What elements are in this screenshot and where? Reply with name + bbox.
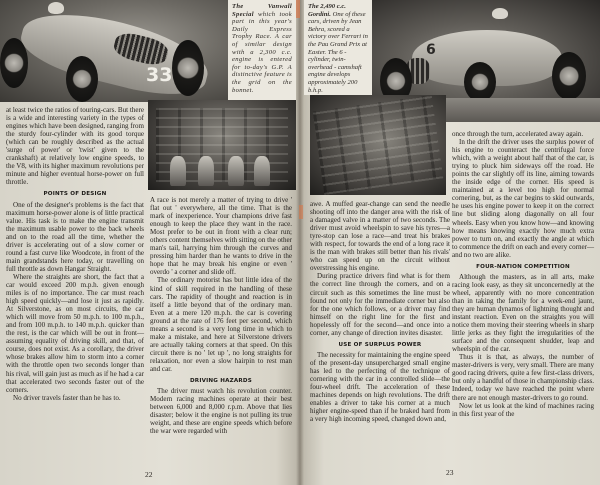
section-heading-four-nation-competition: FOUR-NATION COMPETITION [476,263,570,270]
caption-lead: The Vanwall Special [232,3,292,18]
paragraph: The necessity for maintaining the engine speed of the present-day unsupercharged small engine has led to the perfecting of the technique of cornering with the car in a controlled slide—the four-wheel drift. The acceleration of these machines depends on high revolutions. The drift enables a driver to take his corner at a much higher engine-speed than if he braked hard from a very high incoming speed, changed down and, [310,350,450,424]
paragraph: The ordinary motorist has but little idea of the kind of skill required in the handling of these cars. The rapidity of thought and reaction is in itself a little beyond that of the ordinary man. Even at a mere 120 m.p.h. the car is covering ground at the rate of 176 feet per second, which means a second is a very long time in which to make a mistake, and here at Silverstone drivers are actually taking corners at that speed. On this circuit there is no ' let up ', no long straights for relaxation, nor even a slow hairpin to rest man and car. [150,276,292,373]
section-heading-points-of-design: POINTS OF DESIGN [43,191,107,198]
paragraph: once through the turn, accelerated away again. [452,130,584,138]
text-column-right-2 [452,130,594,418]
paragraph: The driver must watch his revolution counter. Modern racing machines operate at their best between 6,000 and 8,000 r.p.m. Above that lies disaster; below it the engine is not pulling its true weight, and these are engine speeds which before the war were regarded with [150,387,292,436]
wheel [172,40,204,96]
section-heading-use-of-surplus-power: USE OF SURPLUS POWER [338,341,422,348]
page-number-left: 22 [145,470,153,479]
caption-lead: The 2,490 c.c. Gordini. [308,3,346,18]
paragraph: Now let us look at the kind of machines racing in this first year of the [452,401,594,418]
race-number: 6 [426,42,436,58]
paragraph: A race is not merely a matter of trying to drive ' flat out ' everywhere, all the time. That is the mark of inexperience. Your champions drive fast enough to keep the place they want in the race. Most prefer to be out in front with a clear run; others content themselves with sitting on the other man's tail, harrying him through the curves and pressing him harder than he wants to drive in the hope that he may break his engine or even ' overdo ' a corner and slide off. [150,196,292,277]
paragraph: During practice drivers find what is for them the correct line through the corners, and on a circuit such as this sometimes the line must be found not only for the immediate corner but also for the one which follows, or a driver may find himself on the right line for the first and hopelessly off for the second—and once into a corner, any change of direction invites disaster. [310,272,450,337]
paragraph: Although the masters, as in all arts, make racing look easy, as they sit unconcernedly at the wheel, apparently with no more concentration than in taking the family for a week-end jaunt, they are human dynamos of lightning thought and instant reaction. Even on the straights you will notice them moving their steering wheels in sharp little jerks as they fight the irregularities of the surface and the consequent shudder, leap and wheelspin of the car. [452,272,594,354]
wheel [464,62,496,102]
photo-caption-vanwall [228,0,296,102]
section-heading-driving-hazards: DRIVING HAZARDS [189,378,253,385]
page-number-right: 23 [446,468,454,477]
caption-text: which took part in this year's Daily Express Trophy Race. A car of similar design with a 2,300 c.c. engine is entered for to-day's G.P. A distinctive feature is the grid on the bonnet. [232,10,292,94]
intake-trumpet [228,156,244,186]
paragraph: Thus it is that, as always, the number of master-drivers is very, very small. There are many good racing drivers, quite a few first-class drivers, but only a handful of those in championship class. Indeed, today we have reached the point where there are not enough master-drivers to go round. [452,353,594,402]
caption-text: One of these cars, driven by Jean Behra, scored a victory over Ferrari in the Pau Grand Prix at Easter. The 6 - cylinder, twin-overhead - camshaft engine develops approximately 200 b.h.p. [308,10,368,94]
photo-racing-car-33 [0,0,228,102]
book-gutter [296,0,304,485]
paragraph: at least twice the ratios of touring-cars. But there is a wide and interesting variety in the types of engines which have been designed, ranging from the sturdy four-cylinder with its good torque (which can be roughly described as the actual 'surge of power' or 'twist' given to the crankshaft) at relatively low engine speeds, to the V8, with its higher maximum revolutions per minute and higher eventual horse-power on full throttle. [6,106,144,187]
intake-trumpet [254,156,270,186]
intake-trumpet [170,156,186,186]
binding-mark [299,205,303,219]
driver-helmet [48,2,64,14]
paragraph: In the drift the driver uses the surplus power of his engine to counteract the centrifugal force which, with a weight about half that of the car, is trying to pluck him sideways off the road. He points the car slightly off its line, aiming towards the inside edge of the corner. His speed is maintained at a level too high for normal cornering, but, as the car begins to skid outwards, he uses his engine power to keep it on the correct line but sliding along diagonally on all four wheels. Easy when you know how—and knowing how means knowing exactly how much extra power to turn on, and exactly the angle at which to commence the drift on each and every corner—and no two are alike. [452,138,594,259]
photo-engine-gordini [310,95,446,195]
paragraph: One of the designer's problems is the fact that maximum horse-power alone is of little practical value. His task is to make the engine transmit the maximum usable power to the back wheels and on to the road all the time, whether the driver is accelerating out of a slow corner or round a fast curve like Woodcote, in front of the main grandstands here today, or travelling on full throttle as down Hangar Straight. [6,200,144,273]
paragraph: awe. A muffed gear-change can send the needle shooting off into the danger area with the risk of a damaged valve in a matter of two seconds. The driver must avoid wheelspin to save his tyres—a tyre-stop can lose a race—and treat his brakes with respect, for towards the end of a long race it is the man with brakes still better than his rivals' who can speed up on the circuit without overstressing his engine. [310,200,450,273]
wheel [66,56,98,102]
paragraph: No driver travels faster than he has to. [13,393,121,402]
text-column-left-1 [6,106,144,402]
text-column-right-1 [310,200,450,423]
wheel [0,38,28,88]
driver-helmet [492,8,508,19]
text-column-left-2 [150,196,292,435]
engine-detail [313,95,444,195]
race-number: 33 [146,64,173,86]
binding-mark [296,0,300,18]
photo-engine-vanwall [148,100,296,190]
intake-trumpet [198,156,214,186]
wheel [552,52,586,100]
right-page [300,0,600,485]
photo-caption-gordini [304,0,372,95]
paragraph: Where the straights are short, the fact that a car would exceed 200 m.p.h. given enough miles is of no importance. The car must reach high speed quickly—and lose it just as rapidly. At Silverstone, as on most circuits, the car which will move from 50 m.p.h. to 100 m.p.h., and from 100 m.p.h. to 140 m.p.h. quicker than the rest, is the car which will be out in front—assuming equality of driving skill, and that, of course, does not exist. As a corollary, the driver whose brakes allow him to storm into a corner with the throttle open two seconds longer than his rival, will gain just as much as if he had a car that accelerated two seconds faster out of the corners. [6,272,144,394]
